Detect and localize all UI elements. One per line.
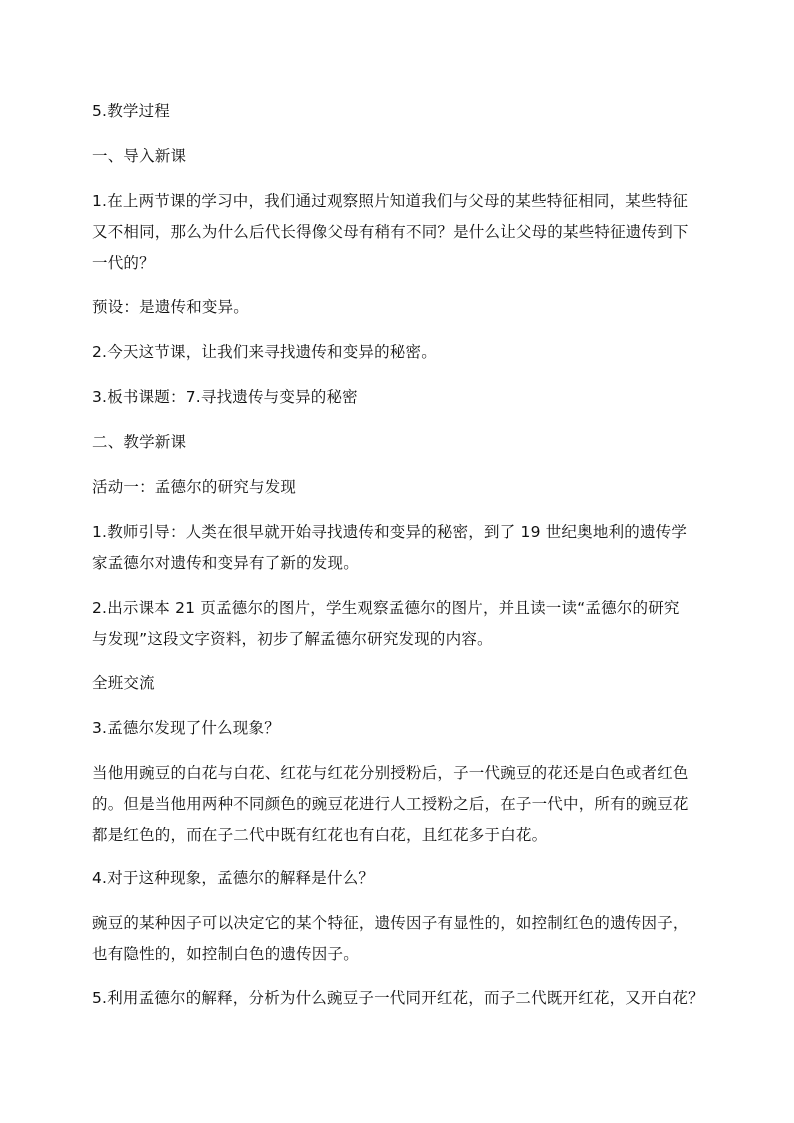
paragraph: 全班交流 <box>92 674 155 692</box>
paragraph: 豌豆的某种因子可以决定它的某个特征，遗传因子有显性的，如控制红色的遗传因子， 也有隐性的，如控制白色的遗传因子。 <box>92 914 689 963</box>
paragraph: 预设：是遗传和变异。 <box>92 298 250 316</box>
paragraph: 4.对于这种现象，孟德尔的解释是什么？ <box>92 869 375 887</box>
subsection-heading: 二、教学新课 <box>92 433 187 451</box>
paragraph: 2.出示课本 21 页孟德尔的图片，学生观察孟德尔的图片，并且读一读“孟德尔的研究 与发现”这段文字资料，初步了解孟德尔研究发现的内容。 <box>92 599 680 648</box>
subsection-heading: 一、导入新课 <box>92 147 187 165</box>
paragraph: 当他用豌豆的白花与白花、红花与红花分别授粉后，子一代豌豆的花还是白色或者红色 的。但是当他用两种不同颜色的豌豆花进行人工授粉之后，在子一代中，所有的豌豆花 都是红色的，而在子二代中既有红花也有白花，且红花多于白花。 <box>92 764 689 844</box>
activity-heading: 活动一：孟德尔的研究与发现 <box>92 478 297 496</box>
paragraph: 5.利用孟德尔的解释，分析为什么豌豆子一代同开红花，而子二代既开红花，又开白花？ <box>92 989 704 1007</box>
section-heading: 5.教学过程 <box>92 102 170 120</box>
paragraph: 1.在上两节课的学习中，我们通过观察照片知道我们与父母的某些特征相同，某些特征 又不相同，那么为什么后代长得像父母有稍有不同？是什么让父母的某些特征遗传到下 一代的？ <box>92 192 689 272</box>
paragraph: 2.今天这节课，让我们来寻找遗传和变异的秘密。 <box>92 343 437 361</box>
paragraph: 1.教师引导：人类在很早就开始寻找遗传和变异的秘密，到了 19 世纪奥地利的遗传学 家孟德尔对遗传和变异有了新的发现。 <box>92 523 688 572</box>
paragraph: 3.板书课题：7.寻找遗传与变异的秘密 <box>92 388 358 406</box>
paragraph: 3.孟德尔发现了什么现象？ <box>92 719 280 737</box>
